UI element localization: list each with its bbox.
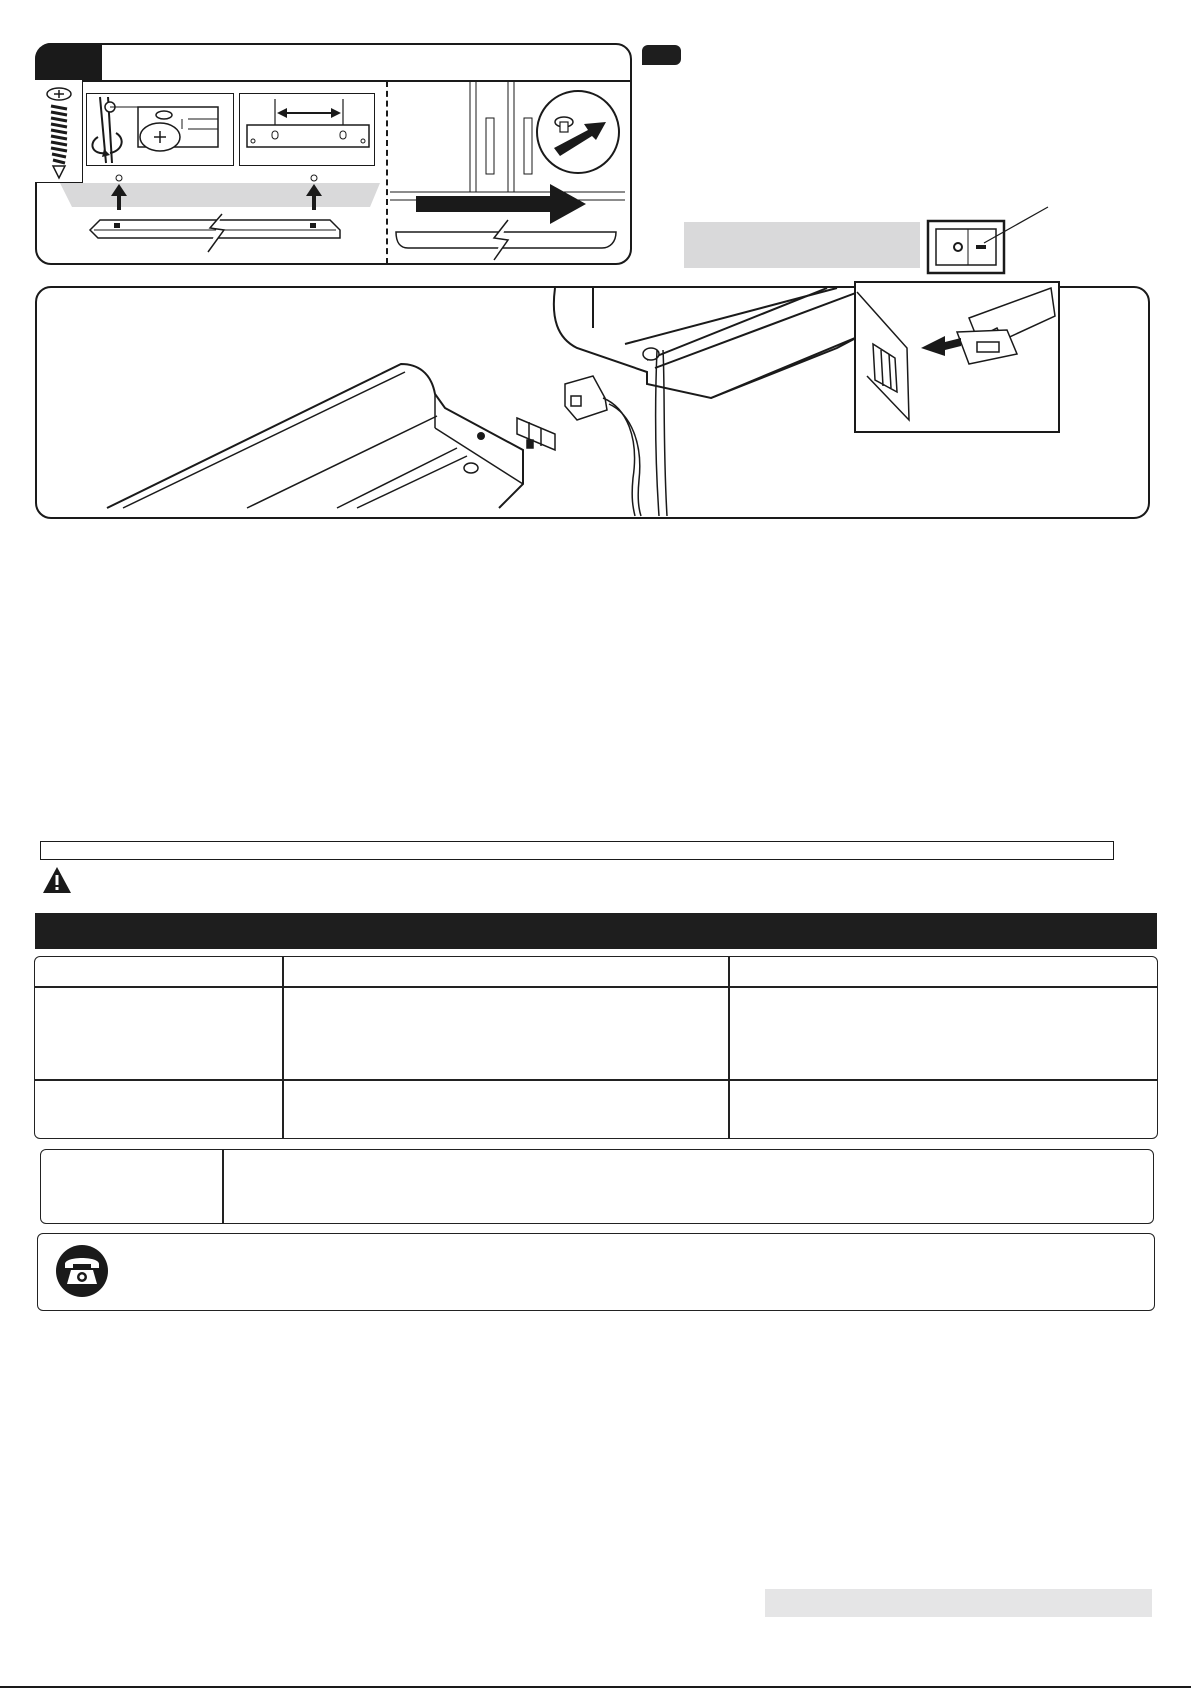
page-bottom-rule <box>0 1686 1191 1688</box>
screwdriver-detail-illustration <box>86 93 234 166</box>
troubleshooting-header <box>35 913 1157 949</box>
note-divider <box>222 1150 224 1223</box>
warning-box <box>40 841 1114 860</box>
step-divider <box>386 81 388 264</box>
troubleshooting-table <box>34 956 1158 1139</box>
column-divider <box>728 957 730 1138</box>
fixture-connector-illustration <box>37 288 1147 516</box>
footer-box <box>765 1589 1152 1617</box>
row-divider <box>35 1079 1157 1081</box>
telephone-icon <box>55 1244 109 1298</box>
row-divider <box>35 986 1157 988</box>
caution-tag <box>642 45 681 65</box>
column-divider <box>282 957 284 1138</box>
keyhole-spacing-illustration <box>239 93 375 166</box>
note-box <box>40 1149 1154 1224</box>
warning-icon <box>42 866 72 894</box>
switch-label-box <box>684 222 920 268</box>
contact-box <box>37 1233 1155 1311</box>
step-number-tab <box>35 43 102 81</box>
slide-on-illustration <box>390 82 630 262</box>
fixture-mount-illustration <box>90 180 360 260</box>
rocker-switch-illustration <box>926 205 1086 275</box>
